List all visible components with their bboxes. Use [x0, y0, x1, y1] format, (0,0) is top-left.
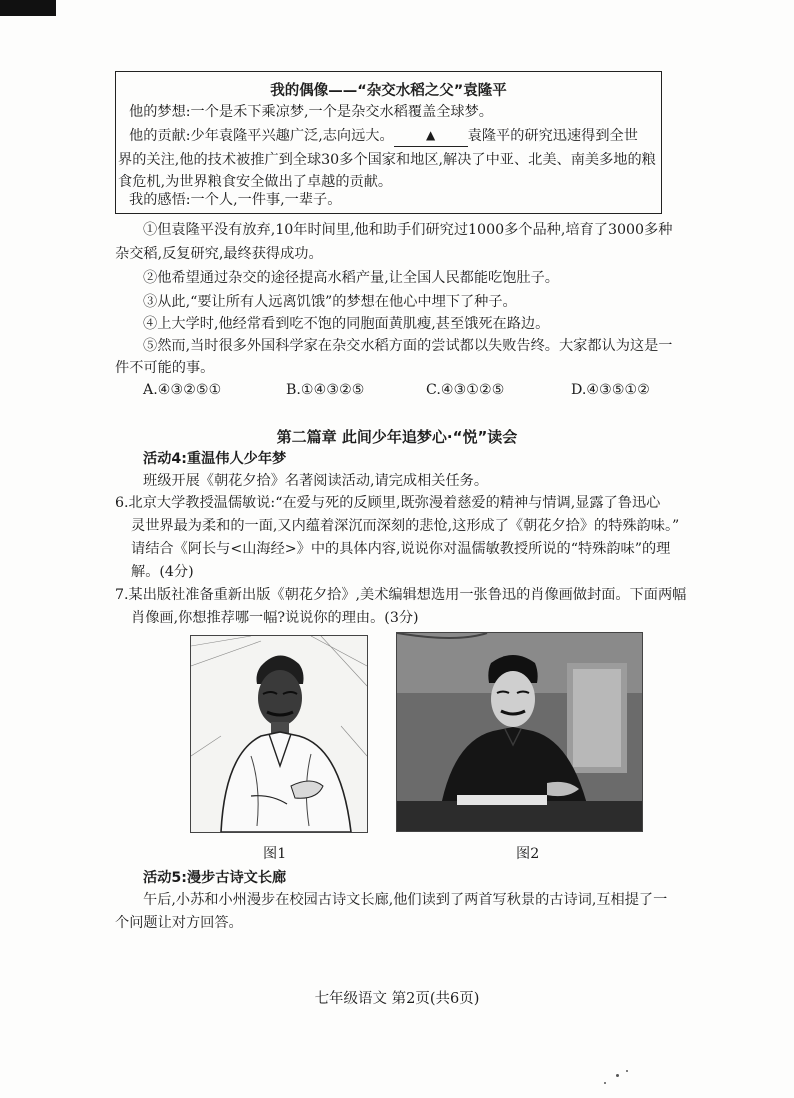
portrait-figure-2 — [396, 632, 643, 832]
sentence-1b: 杂交稻,反复研究,最终获得成功。 — [115, 246, 323, 262]
sentence-5b: 件不可能的事。 — [115, 360, 215, 376]
sentence-3: ③从此,“要让所有人远离饥饿”的梦想在他心中埋下了种子。 — [143, 294, 517, 310]
activity-5-line-1: 午后,小苏和小州漫步在校园古诗文长廊,他们读到了两首写秋景的古诗词,互相提了一 — [143, 892, 668, 908]
sentence-1a: ①但袁隆平没有放弃,10年时间里,他和助手们研究过1000多个品种,培育了3000多种 — [143, 222, 673, 238]
box-feeling: 我的感悟:一个人,一件事,一辈子。 — [129, 192, 342, 208]
portrait-sketch-image — [191, 636, 367, 832]
idol-info-box — [115, 71, 662, 214]
blank-triangle-mark: ▲ — [426, 128, 436, 142]
question-7-line-2: 肖像画,你想推荐哪一幅?说说你的理由。(3分) — [131, 610, 419, 626]
contribution-text-b: 袁隆平的研究迅速得到全世 — [467, 128, 638, 144]
activity-4-title: 活动4:重温伟人少年梦 — [143, 451, 287, 467]
question-7-line-1: 7.某出版社准备重新出版《朝花夕拾》,美术编辑想选用一张鲁迅的肖像画做封面。下面两幅 — [115, 587, 687, 603]
option-b[interactable]: B.①④③②⑤ — [286, 382, 365, 398]
option-d[interactable]: D.④③⑤①② — [571, 382, 650, 398]
question-6-line-2: 灵世界最为柔和的一面,又内蕴着深沉而深刻的悲怆,这形成了《朝花夕拾》的特殊韵味。” — [131, 518, 680, 534]
figure-2-label: 图2 — [516, 846, 540, 862]
sentence-4: ④上大学时,他经常看到吃不饱的同胞面黄肌瘦,甚至饿死在路边。 — [143, 316, 550, 332]
activity-5-title: 活动5:漫步古诗文长廊 — [143, 870, 287, 886]
scan-speck — [616, 1074, 619, 1077]
sentence-2: ②他希望通过杂交的途径提高水稻产量,让全国人民都能吃饱肚子。 — [143, 270, 559, 286]
contribution-text-a: 他的贡献:少年袁隆平兴趣广泛,志向远大。 — [129, 128, 394, 144]
page-footer: 七年级语文 第2页(共6页) — [314, 991, 480, 1007]
box-title: 我的偶像——“杂交水稻之父”袁隆平 — [270, 83, 507, 99]
scan-speck — [626, 1070, 628, 1072]
question-6-line-1: 6.北京大学教授温儒敏说:“在爱与死的反顾里,既弥漫着慈爱的精神与情调,显露了鲁迅心 — [115, 495, 661, 511]
option-c[interactable]: C.④③①②⑤ — [426, 382, 505, 398]
box-contribution-line-1 — [129, 126, 638, 147]
figure-1-label: 图1 — [263, 846, 287, 862]
scan-corner-mark — [0, 0, 56, 16]
activity-4-desc: 班级开展《朝花夕拾》名著阅读活动,请完成相关任务。 — [143, 473, 489, 489]
scan-speck — [604, 1082, 606, 1084]
question-6-line-3: 请结合《阿长与<山海经>》中的具体内容,说说你对温儒敏教授所说的“特殊韵味”的理 — [131, 541, 671, 557]
portrait-photo-image — [397, 633, 642, 831]
sentence-5a: ⑤然而,当时很多外国科学家在杂交水稻方面的尝试都以失败告终。大家都认为这是一 — [143, 338, 673, 354]
portrait-figure-1 — [190, 635, 368, 833]
box-contribution-line-3: 食危机,为世界粮食安全做出了卓越的贡献。 — [118, 174, 393, 190]
activity-5-line-2: 个问题让对方回答。 — [115, 915, 243, 931]
chapter-title: 第二篇章 此间少年追梦心·“悦”读会 — [276, 428, 518, 446]
box-dream: 他的梦想:一个是禾下乘凉梦,一个是杂交水稻覆盖全球梦。 — [129, 104, 493, 120]
question-6-line-4: 解。(4分) — [131, 564, 194, 580]
option-a[interactable]: A.④③②⑤① — [143, 382, 222, 398]
answer-blank — [394, 126, 468, 147]
box-contribution-line-2: 界的关注,他的技术被推广到全球30多个国家和地区,解决了中亚、北美、南美多地的粮 — [118, 152, 656, 168]
